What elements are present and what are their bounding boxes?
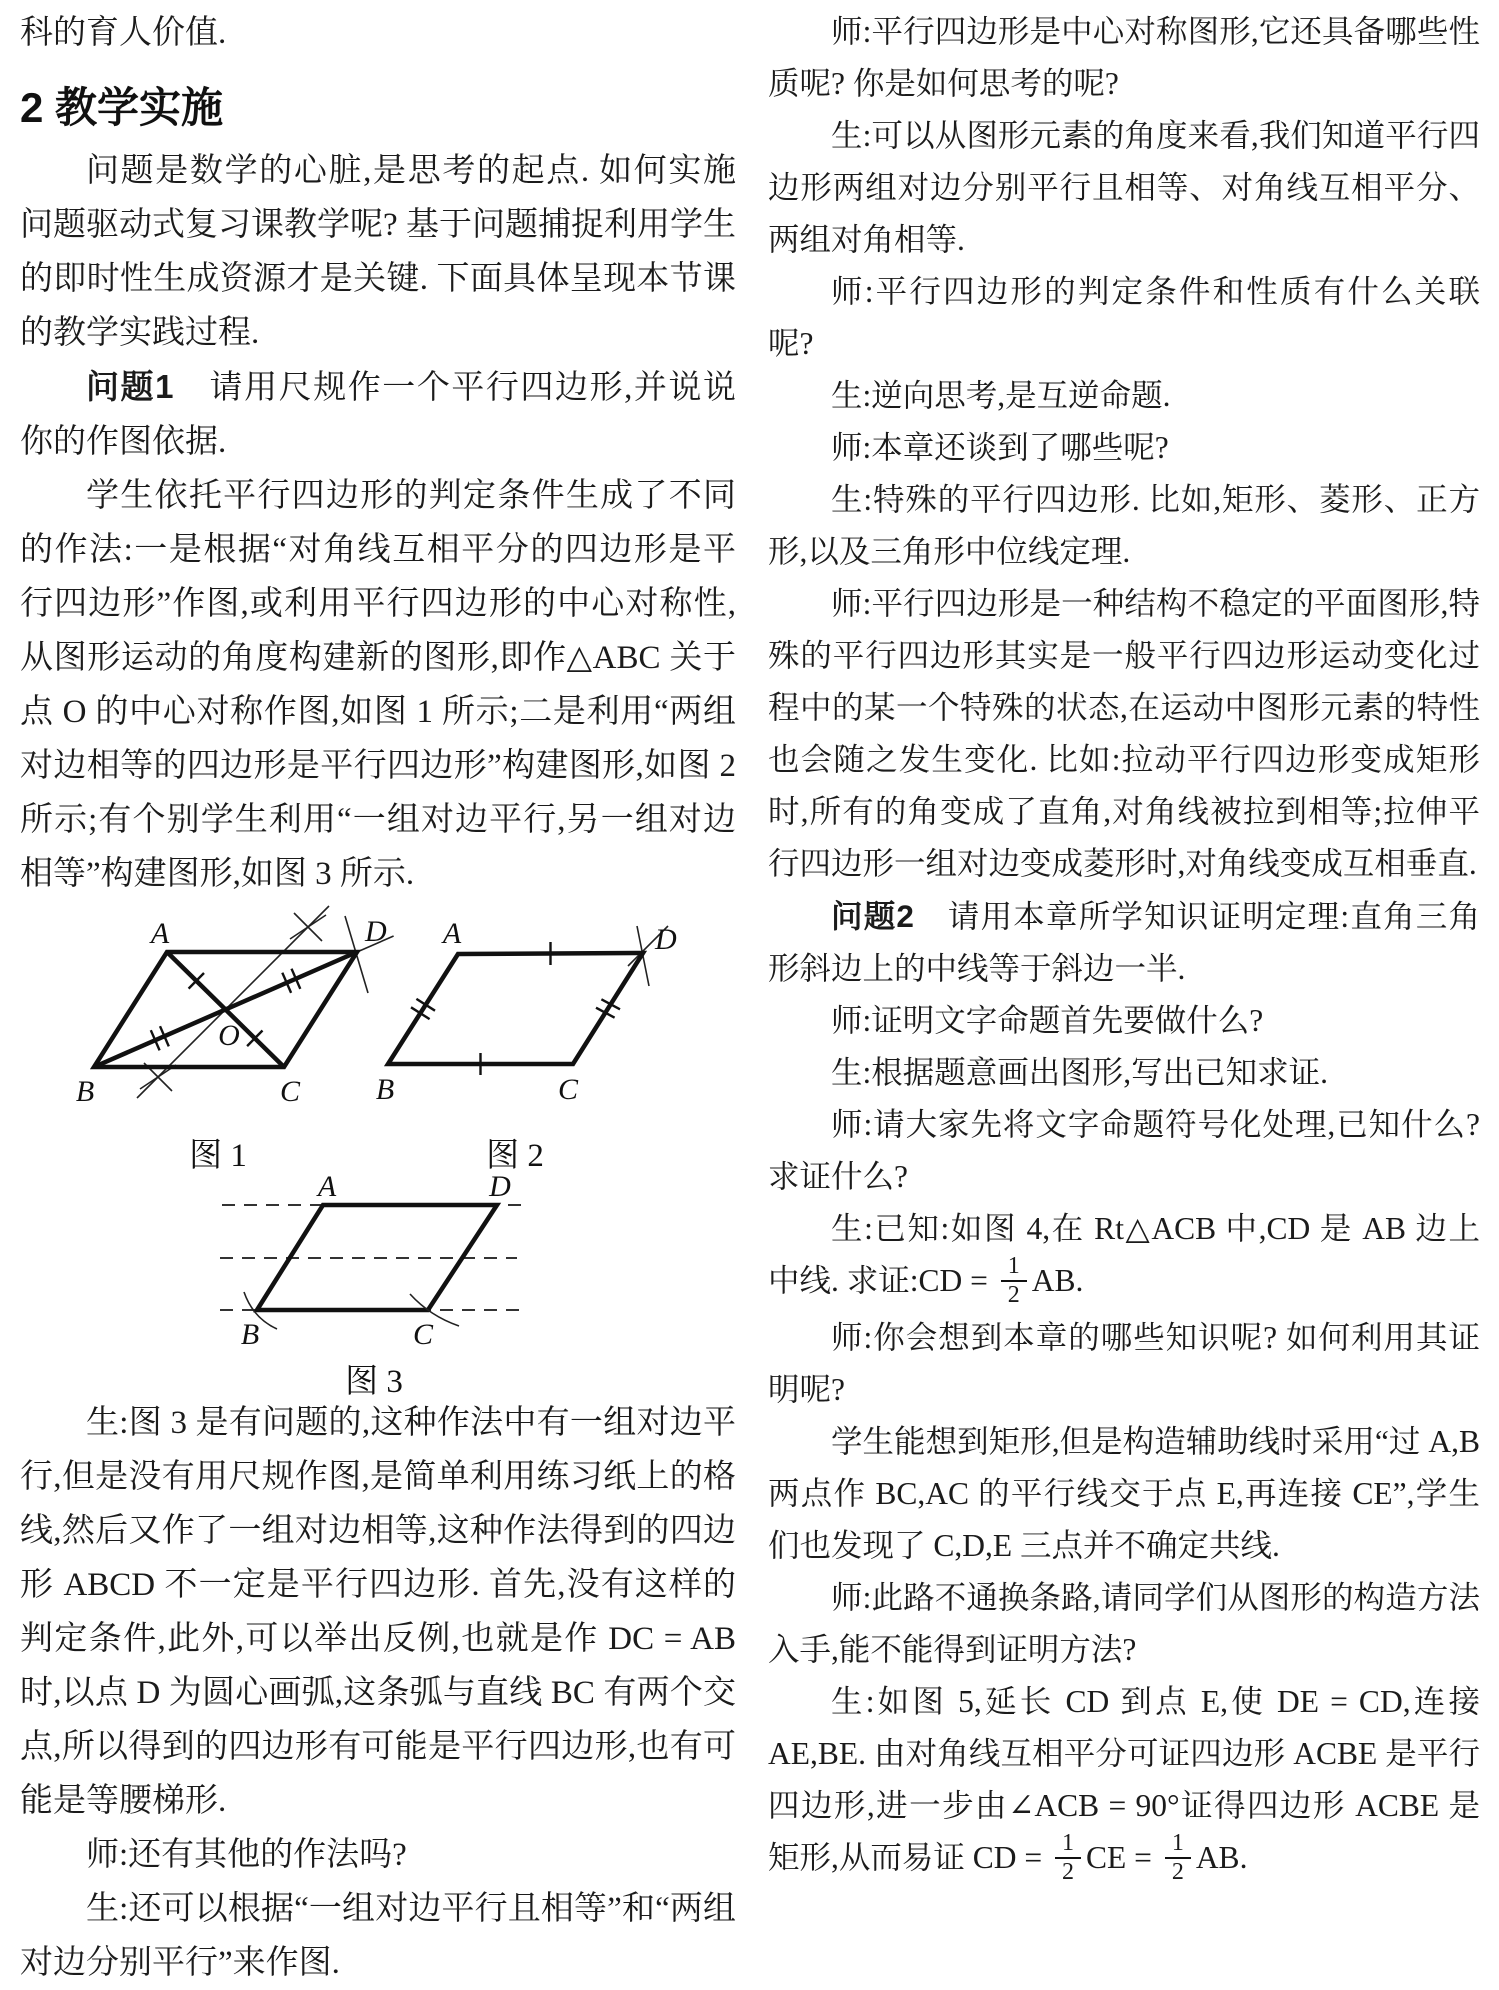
fraction-numerator: 1 [1007,1252,1020,1279]
formula-pre: 生:已知:如图 4,在 Rt△ACB 中,CD 是 AB 边上中线. 求证:CD = [768,1211,1480,1298]
fig2-label-c: C [557,1073,579,1106]
fig1-label-c: C [279,1075,301,1108]
formula-post: AB. [1031,1263,1084,1298]
dialogue-student-6-with-formula [768,1676,1480,1889]
paragraph-student-critique: 生:图 3 是有问题的,这种作法中有一组对边平行,但是没有用尺规作图,是简单利用练习纸上的格线,然后又作了一组对边相等,这种作法得到的四边形 ABCD 不一定是平行四边形. 首先,没有这样的判定条件,此外,可以举出反例,也就是作 DC = AB 时,以点 D 为圆心画弧,这条弧与直线 BC 有两个交点,所以得到的四边形有可能是平行四边形,也有可能是等腰梯形. [20,1405,736,1819]
left-column [20,6,736,1990]
fig1-label-d: D [365,915,387,948]
fig2-label-a: A [442,917,462,950]
dialogue-teacher-7: 师:你会想到本章的哪些知识呢? 如何利用其证明呢? [768,1319,1480,1407]
fig3-label-d: D [489,1171,511,1203]
fig1-label-o: O [218,1019,240,1052]
fraction-denominator-a: 2 [1055,1857,1081,1886]
fig2-parallelogram [388,953,643,1064]
paragraph-student-answer: 生:还可以根据“一组对边平行且相等”和“两组对边分别平行”来作图. [20,1891,736,1981]
fraction-numerator-b: 1 [1171,1829,1184,1856]
dialogue-teacher-3: 师:本章还谈到了哪些呢? [831,430,1169,465]
formula2-mid: CE = [1086,1839,1160,1875]
dialogue-teacher-1: 师:平行四边形是中心对称图形,它还具备哪些性质呢? 你是如何思考的呢? [768,14,1480,101]
formula2-post: AB. [1195,1839,1248,1875]
figure-1-2-block [20,901,736,1171]
dialogue-teacher-6: 师:请大家先将文字命题符号化处理,已知什么? 求证什么? [768,1107,1480,1194]
fig3-caption: 图 3 [345,1364,403,1396]
fig1-label-b: B [75,1075,95,1108]
paragraph-student-attempt: 学生能想到矩形,但是构造辅助线时采用“过 A,B 两点作 BC,AC 的平行线交于点 E,再连接 CE”,学生们也发现了 C,D,E 三点并不确定共线. [768,1423,1480,1563]
dialogue-teacher-2: 师:平行四边形的判定条件和性质有什么关联呢? [768,274,1480,361]
paragraph-teacher-question: 师:还有其他的作法吗? [86,1837,407,1873]
problem2-text: 请用本章所学知识证明定理:直角三角形斜边上的中线等于斜边一半. [768,899,1480,986]
dialogue-student-5-with-formula [768,1203,1480,1312]
fraction-one-half-b [1165,1830,1191,1886]
formula2-pre: 生:如图 5,延长 CD 到点 E,使 DE = CD,连接 AE,BE. 由对角线互相平分可证四边形 ACBE 是平行四边形,进一步由∠ACB = 90°证得四边形 ACBE 是矩形,从而易证 CD = [768,1683,1480,1875]
fraction-one-half [1001,1253,1027,1309]
figure-3-block [20,1171,736,1396]
fig2-tick-marks [411,942,620,1075]
paragraph-continuation: 科的育人价值. [20,15,227,51]
fig3-label-c: C [412,1318,434,1351]
dialogue-teacher-8: 师:此路不通换条路,请同学们从图形的构造方法入手,能不能得到证明方法? [768,1579,1480,1667]
dialogue-student-4: 生:根据题意画出图形,写出已知求证. [831,1055,1329,1090]
figure-1-2-canvas [20,901,736,1171]
right-column [768,6,1480,1889]
dialogue-student-1: 生:可以从图形元素的角度来看,我们知道平行四边形两组对边分别平行且相等、对角线互相平分、两组对角相等. [768,118,1480,257]
figure-3-canvas [20,1171,736,1396]
fig3-label-a: A [317,1171,337,1203]
fig1-label-a: A [150,917,170,950]
paragraph-intro: 问题是数学的心脏,是思考的起点. 如何实施问题驱动式复习课教学呢? 基于问题捕捉利用学生的即时性生成资源才是关键. 下面具体呈现本节课的教学实践过程. [20,153,736,351]
fig2-caption: 图 2 [486,1138,544,1171]
problem2-label: 问题2 [831,898,914,934]
fig2-label-b: B [375,1073,395,1106]
section-heading: 2 教学实施 [20,84,224,131]
paragraph-constructions: 学生依托平行四边形的判定条件生成了不同的作法:一是根据“对角线互相平分的四边形是平行四边形”作图,或利用平行四边形的中心对称性,从图形运动的角度构建新的图形,即作△ABC 关于点 O 的中心对称作图,如图 1 所示;二是利用“两组对边相等的四边形是平行四边形”构建图形,如图 2 所示;有个别学生利用“一组对边平行,另一组对边相等”构建图形,如图 3 所示. [20,478,736,892]
fraction-denominator-b: 2 [1165,1857,1191,1886]
fraction-numerator-a: 1 [1062,1829,1075,1856]
dialogue-student-3: 生:特殊的平行四边形. 比如,矩形、菱形、正方形,以及三角形中位线定理. [768,482,1480,569]
fraction-denominator: 2 [1001,1280,1027,1309]
fig1-caption: 图 1 [189,1138,247,1171]
fig2-label-d: D [655,923,677,956]
dialogue-student-2: 生:逆向思考,是互逆命题. [831,378,1171,413]
fraction-one-half-a [1055,1830,1081,1886]
paragraph-problem1 [20,360,736,469]
problem1-text: 请用尺规作一个平行四边形,并说说你的作图依据. [20,370,736,460]
fig3-label-b: B [240,1318,260,1351]
problem1-label: 问题1 [86,368,174,405]
dialogue-teacher-5: 师:证明文字命题首先要做什么? [831,1003,1264,1038]
dialogue-teacher-4: 师:平行四边形是一种结构不稳定的平面图形,特殊的平行四边形其实是一般平行四边形运动变化过程中的某一个特殊的状态,在运动中图形元素的特性也会随之发生变化. 比如:拉动平行四边形变成矩形时,所有的角变成了直角,对角线被拉到相等;拉伸平行四边形一组对边变成菱形时,对角线变成互相垂直. [768,586,1480,881]
paragraph-problem2 [768,890,1480,995]
